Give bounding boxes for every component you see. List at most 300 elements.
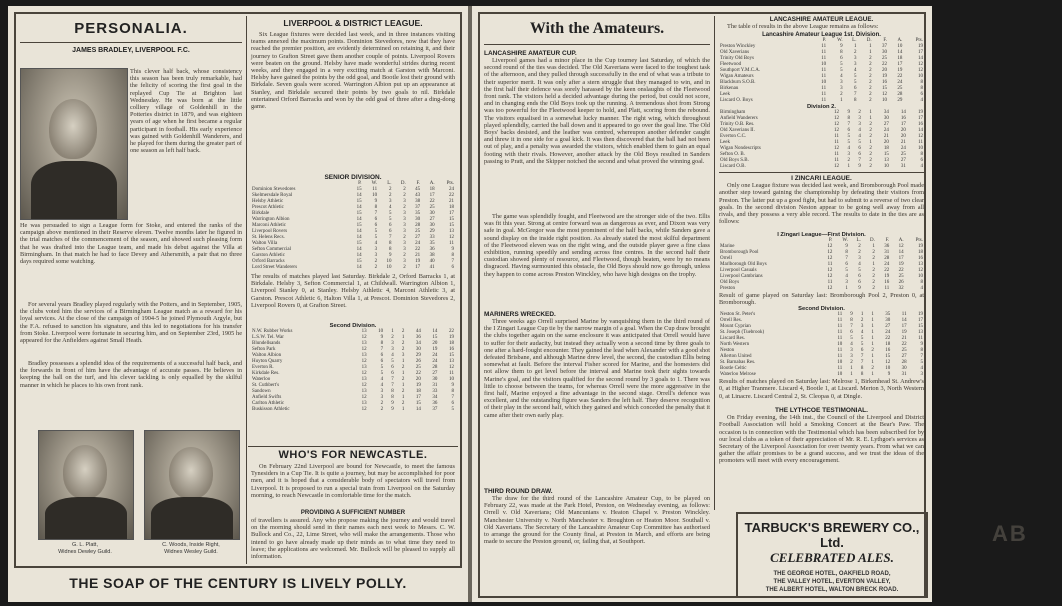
- stat-cell: 2: [872, 268, 875, 274]
- stat-cell: 6: [840, 56, 843, 62]
- stat-cell: 3: [853, 62, 857, 68]
- stat-cell: 6: [858, 146, 861, 152]
- zingari-division-2-results: Results of matches played on Saturday last: Melrose 1, Birkenhead St. Andrew's 0, at Higher Tranmere. Liscard 4, Bootle 1, at Liscard. Merton 3, North Western 0, at Linacre. Liscard Central 2, St. Cleopas 0, at Dingle.: [719, 378, 924, 400]
- stat-cell: 22: [898, 268, 904, 274]
- lal-division-1-table: [719, 38, 924, 104]
- stat-cell: 43: [415, 193, 421, 198]
- stat-cell: 13: [361, 329, 367, 334]
- stat-cell: 9: [847, 110, 850, 116]
- stat-cell: 28: [897, 92, 903, 98]
- table-column-header: A.: [898, 238, 904, 244]
- stat-cell: 24: [897, 80, 903, 86]
- stat-cell: 27: [415, 235, 421, 240]
- stat-cell: 11: [837, 312, 843, 318]
- stat-cell: 14: [918, 128, 923, 134]
- district-league-column: [251, 16, 455, 446]
- mariners-body: Three weeks ago Orrell surprised Marine by vanquishing them in the third round of the I Zingari League Cup tie by the narrow margin of a goal. When the Cup draw brought the clubs together again on the same enclosure it was anticipated that Orrell would have to suffer for their audacity, but instead they actually won a second time by three goals to one after a hard-fought encounter. They gained the lead when Alexander with a good shot defeated Brisbane, and although Marine drew level, the second, the custodian Ellis being somewhat at fault. Before the interval Fisher scored for Marine, and the homesters did not allow them to get level before the interval and Marine took their sights towards Marine's goal, and the visitors qualified for the second round by 3 goals to 1. There was little to choose between the teams, for whereas Orrell were the more aggressive in the first half, Marine enjoyed a fine advantage in the second stage. Orrell's defence was excellent, and the outstanding figure was Sanders the left half. They deserve recognition of their play in the second half, which they gained and which conceded the penalty that it came after their own early play.: [484, 318, 710, 419]
- stat-cell: 12: [361, 395, 367, 400]
- stat-cell: 1: [871, 360, 874, 366]
- stat-cell: 6: [845, 262, 848, 268]
- stat-cell: 12: [881, 92, 887, 98]
- stat-cell: 27: [432, 371, 438, 376]
- stat-cell: 10: [821, 80, 827, 86]
- personalia-body-1: This clever half back, whose consistency this season has been truly remarkable, had the felicity of scoring the first goal in the replayed Cup Tie at Brighton last Wednesday. He was born at the little colliery village of Goldenhill in the Potteries district in 1879, and was eighteen years of age when he first became a regular participant in football. His early experience was gained with Goldenhill Wanderers, and he played for them during the greater part of one season as left half back.: [130, 68, 242, 155]
- stat-cell: 2: [403, 187, 406, 192]
- stat-cell: 27: [901, 354, 907, 360]
- zingari-division-2-heading: Second Division.: [798, 306, 845, 313]
- table-row: [719, 164, 924, 170]
- stat-cell: 6: [858, 274, 861, 280]
- stat-cell: 11: [821, 56, 827, 62]
- stat-cell: 1: [853, 44, 857, 50]
- stat-cell: 12: [834, 164, 840, 170]
- stat-cell: 31: [900, 164, 906, 170]
- stat-cell: 1: [860, 312, 864, 318]
- table-column-header: A.: [429, 181, 435, 186]
- team-name: Kirkdale Res.: [252, 371, 280, 376]
- stat-cell: 12: [834, 146, 840, 152]
- stat-cell: 27: [883, 122, 889, 128]
- stat-cell: 19: [881, 74, 887, 80]
- stat-cell: 2: [869, 158, 872, 164]
- stat-cell: 14: [901, 318, 907, 324]
- stat-cell: 12: [885, 360, 891, 366]
- stat-cell: 5: [389, 217, 392, 222]
- stat-cell: 17: [900, 122, 906, 128]
- stat-cell: 14: [356, 235, 362, 240]
- stat-cell: 1: [850, 372, 853, 378]
- stat-cell: 6: [858, 280, 861, 286]
- stat-cell: 5: [840, 62, 843, 68]
- stat-cell: 6: [847, 128, 850, 134]
- table-column-header: Pts.: [915, 38, 923, 44]
- team-name: Preston Winckley: [720, 44, 756, 50]
- stat-cell: 3: [389, 199, 392, 204]
- stat-cell: 8: [920, 86, 923, 92]
- stat-cell: 13: [918, 330, 923, 336]
- stat-cell: 2: [872, 256, 875, 262]
- stat-cell: 2: [869, 146, 872, 152]
- stat-cell: 41: [429, 265, 435, 270]
- stat-cell: 15: [356, 241, 362, 246]
- stat-cell: 5: [853, 80, 857, 86]
- stat-cell: 13: [361, 389, 367, 394]
- stat-cell: 3: [403, 199, 406, 204]
- team-name: Birmingham: [720, 110, 746, 116]
- stat-cell: 8: [860, 372, 864, 378]
- stat-cell: 34: [432, 395, 438, 400]
- stat-cell: 17: [918, 318, 923, 324]
- stat-cell: 7: [847, 122, 850, 128]
- table-column-header: D.: [400, 181, 406, 186]
- stat-cell: 13: [361, 365, 367, 370]
- team-name: St. Joseph (Tuebrook): [720, 330, 765, 336]
- stat-cell: 27: [429, 217, 435, 222]
- stat-cell: 24: [883, 128, 889, 134]
- newcastle-column: [251, 449, 455, 563]
- watermark: AB: [992, 521, 1028, 546]
- stat-cell: 12: [449, 235, 454, 240]
- stat-cell: 3: [391, 347, 394, 352]
- table-column-header: D.: [866, 38, 872, 44]
- stat-cell: 4: [858, 128, 861, 134]
- stat-cell: 1: [871, 318, 874, 324]
- personalia-body-4: Bradley possesses a splendid idea of the requirements of a successful half back, and the forwards in front of him have the advantage of accurate passes. He believes in keeping the ball on the turf, and his clever tackling is only equalled by the skilful manner in which he places to his own front rank.: [20, 360, 242, 389]
- stat-cell: 19: [897, 68, 903, 74]
- stat-cell: 15: [356, 211, 362, 216]
- newcastle-title: WHO'S FOR NEWCASTLE.: [278, 449, 428, 461]
- stat-cell: 2: [401, 377, 405, 382]
- stat-cell: 2: [858, 244, 861, 250]
- stat-cell: 25: [901, 348, 907, 354]
- stat-cell: 36: [432, 401, 438, 406]
- stat-cell: 7: [374, 211, 378, 216]
- stat-cell: 25: [900, 152, 906, 158]
- stat-cell: 24: [432, 353, 438, 358]
- team-name: Prescot Athletic: [252, 205, 284, 210]
- cup-body: Liverpool games had a minor place in the Cup tourney last Saturday, of which the second round of the ties was decided. The Old Xaverians were faced to the toughest task of the afternoon, and they pulled through successfully in the end of what was a tribute to their superior merit. It was only after a stern struggle that they managed to win, and in the first half their defence was sorely harassed by the keen onslaughts of the Fleetwood front rank. The visitors held a decided advantage during the period, but could not score, and in changing ends the Old Boys took up the running. A tremendous shot from Strong was too powerful for the Fleetwood keeper to hold, and Platt, scoring from the rebound. The visitors equalised in a somewhat lucky manner. The right wing, which throughout played splendidly, carried the ball down and it appeared to go over the goal line. The Old Boys' backs desisted, and the leather was centred, whereupon another defender caught and threw it in one side for a goal kick. It was then discovered that the ball had not been out of play, and a penalty was awarded the visitors, which enabled them to gain an equal footing with their rivals. However, another attack by the Old Boys resulted in Sanders passing to Pratt, and the Skipper notched the second and what proved the winning goal.: [484, 57, 710, 165]
- stat-cell: 4: [860, 330, 864, 336]
- stat-cell: 10: [386, 259, 392, 264]
- stat-cell: 6: [860, 348, 864, 354]
- stat-cell: 37: [881, 44, 887, 50]
- team-name: Lord Street Wanderers: [252, 265, 298, 270]
- stat-cell: 12: [361, 407, 367, 412]
- table-column-header: L.: [856, 238, 861, 244]
- stat-cell: 1: [871, 312, 874, 318]
- table-column-header: P.: [358, 181, 362, 186]
- stat-cell: 6: [451, 265, 454, 270]
- stat-cell: 16: [885, 348, 891, 354]
- stat-cell: 14: [432, 329, 438, 334]
- stat-cell: 2: [871, 348, 874, 354]
- stat-cell: 2: [401, 329, 405, 334]
- stat-cell: 3: [920, 372, 923, 378]
- stat-cell: 29: [415, 353, 421, 358]
- stat-cell: 19: [918, 44, 923, 50]
- stat-cell: 40: [429, 259, 435, 264]
- lal-table-title: Lancashire Amateur League 1st. Division.: [762, 32, 881, 39]
- stat-cell: 19: [415, 383, 421, 388]
- stat-cell: 2: [389, 193, 392, 198]
- stat-cell: 1: [850, 366, 853, 372]
- stat-cell: 9: [920, 342, 923, 348]
- table-column-header: L.: [852, 38, 857, 44]
- stat-cell: 7: [858, 158, 861, 164]
- stat-cell: 1: [871, 342, 874, 348]
- stat-cell: 10: [837, 342, 843, 348]
- stat-cell: 14: [898, 250, 904, 256]
- stat-cell: 24: [900, 146, 906, 152]
- stat-cell: 2: [403, 193, 406, 198]
- stat-cell: 20: [415, 377, 421, 382]
- stat-cell: 9: [451, 383, 454, 388]
- lal-heading: LANCASHIRE AMATEUR LEAGUE.: [769, 16, 874, 23]
- stat-cell: 2: [869, 80, 872, 86]
- stat-cell: 2: [869, 92, 872, 98]
- stat-cell: 13: [449, 229, 454, 234]
- stat-cell: 11: [827, 280, 833, 286]
- senior-division-table: [251, 181, 455, 271]
- stat-cell: 15: [356, 187, 362, 192]
- stat-cell: 11: [834, 140, 840, 146]
- stat-cell: 18: [449, 341, 454, 346]
- stat-cell: 35: [429, 241, 435, 246]
- stat-cell: 15: [881, 86, 887, 92]
- team-name: Sandown: [252, 389, 271, 394]
- stat-cell: 8: [853, 98, 857, 104]
- platt-caption: G. L. Platt, Widnes Dewley Guild.: [58, 542, 112, 555]
- second-division-heading: Second Division.: [329, 323, 377, 329]
- stat-cell: 2: [869, 74, 872, 80]
- stat-cell: 3: [845, 280, 848, 286]
- stat-cell: 8: [389, 247, 392, 252]
- stat-cell: 22: [884, 268, 890, 274]
- stat-cell: 10: [918, 146, 923, 152]
- zingari-body: Only one League fixture was decided last week, and Bromborough Pool made another step toward gaining the championship by defeating their visitors from Preston. The latter put up a good fight, but had to submit to a reverse of two clear goals. In the second division Neston appear to be going well away from all rivals, and they possess a very able record. The results to date in the ties are as follows:: [719, 182, 925, 226]
- stat-cell: 30: [415, 217, 421, 222]
- team-name: Trinity O.B. Res.: [720, 122, 755, 128]
- stat-cell: 14: [356, 229, 362, 234]
- stat-cell: 9: [389, 253, 392, 258]
- stat-cell: 6: [380, 353, 384, 358]
- team-name: Walton Albion: [252, 353, 282, 358]
- stat-cell: 31: [884, 250, 890, 256]
- stat-cell: 9: [391, 401, 394, 406]
- table-column-header: Pts.: [915, 238, 923, 244]
- stat-cell: 2: [853, 50, 857, 56]
- stat-cell: 9: [858, 164, 861, 170]
- stat-cell: 12: [918, 68, 923, 74]
- stat-cell: 7: [920, 354, 923, 360]
- team-name: Carlton Athletic: [252, 401, 285, 406]
- stat-cell: 18: [883, 146, 889, 152]
- stat-cell: 1: [869, 44, 872, 50]
- team-name: Neston: [720, 348, 735, 354]
- amateurs-column: [484, 16, 710, 592]
- stat-cell: 34: [883, 110, 889, 116]
- stat-cell: 6: [391, 371, 394, 376]
- stat-cell: 6: [389, 223, 392, 228]
- stat-cell: 15: [449, 217, 454, 222]
- stat-cell: 2: [872, 274, 875, 280]
- stat-cell: 2: [850, 360, 853, 366]
- stat-cell: 2: [869, 86, 872, 92]
- stat-cell: 1: [872, 262, 875, 268]
- tarbuck-name: TARBUCK'S BREWERY CO., Ltd.: [744, 520, 920, 550]
- stat-cell: 2: [391, 335, 394, 340]
- lively-polly-advert: THE SOAP OF THE CENTURY IS LIVELY POLLY.: [69, 575, 407, 591]
- table-row: [251, 407, 455, 413]
- platt-photo: [38, 430, 134, 540]
- stat-cell: 11: [821, 98, 827, 104]
- stat-cell: 35: [415, 211, 421, 216]
- stat-cell: 36: [429, 247, 435, 252]
- stat-cell: 19: [918, 312, 923, 318]
- stat-cell: 9: [840, 44, 843, 50]
- stat-cell: 13: [449, 359, 454, 364]
- stat-cell: 15: [356, 223, 362, 228]
- stat-cell: 2: [401, 341, 405, 346]
- stat-cell: 8: [451, 389, 454, 394]
- stat-cell: 31: [432, 383, 438, 388]
- stat-cell: 30: [883, 116, 889, 122]
- stat-cell: 11: [821, 86, 827, 92]
- stat-cell: 5: [850, 336, 853, 342]
- stat-cell: 11: [834, 134, 840, 140]
- stat-cell: 3: [853, 56, 857, 62]
- leagues-column: [719, 16, 924, 510]
- stat-cell: 5: [374, 229, 378, 234]
- stat-cell: 13: [883, 158, 889, 164]
- stat-cell: 11: [918, 336, 923, 342]
- stat-cell: 4: [920, 98, 923, 104]
- team-name: Blackburn S.O.B.: [720, 80, 756, 86]
- table-column-header: Pts.: [446, 181, 454, 186]
- stat-cell: 14: [415, 407, 421, 412]
- team-name: Birkenau: [720, 86, 739, 92]
- stat-cell: 3: [391, 341, 394, 346]
- stat-cell: 24: [884, 262, 890, 268]
- stat-cell: 3: [860, 324, 864, 330]
- lal-division-2-heading: Division 2.: [807, 104, 836, 111]
- stat-cell: 21: [883, 134, 889, 140]
- stat-cell: 2: [869, 134, 872, 140]
- stat-cell: 5: [840, 68, 843, 74]
- stat-cell: 16: [884, 280, 890, 286]
- stat-cell: 6: [380, 359, 384, 364]
- table-column-header: D.: [870, 238, 875, 244]
- stat-cell: 20: [432, 341, 438, 346]
- team-name: St. Helens Recs.: [252, 235, 285, 240]
- team-name: Liscard Res.: [720, 336, 745, 342]
- stat-cell: 2: [840, 92, 843, 98]
- stat-cell: 3: [403, 217, 406, 222]
- stat-cell: 11: [372, 187, 378, 192]
- stat-cell: 3: [380, 389, 384, 394]
- stat-cell: 10: [386, 265, 392, 270]
- team-name: Liscard O. Boys: [720, 98, 753, 104]
- stat-cell: 14: [918, 56, 923, 62]
- stat-cell: 12: [834, 128, 840, 134]
- stat-cell: 8: [380, 341, 384, 346]
- stat-cell: 1: [401, 371, 405, 376]
- stat-cell: 20: [883, 140, 889, 146]
- stat-cell: 16: [918, 256, 923, 262]
- stat-cell: 14: [356, 265, 362, 270]
- stat-cell: 10: [897, 44, 903, 50]
- stat-cell: 16: [881, 80, 887, 86]
- stat-cell: 5: [853, 74, 857, 80]
- stat-cell: 3: [403, 241, 406, 246]
- team-name: Old Boys S.B.: [720, 158, 749, 164]
- stat-cell: 2: [401, 347, 405, 352]
- stat-cell: 19: [901, 330, 907, 336]
- stat-cell: 5: [374, 235, 378, 240]
- second-division-table: [251, 329, 455, 413]
- stat-cell: 4: [920, 366, 923, 372]
- stat-cell: 27: [885, 324, 891, 330]
- stat-cell: 25: [429, 205, 435, 210]
- stat-cell: 4: [374, 241, 378, 246]
- stat-cell: 31: [901, 372, 907, 378]
- stat-cell: 8: [920, 280, 923, 286]
- stat-cell: 17: [897, 62, 903, 68]
- stat-cell: 8: [845, 250, 848, 256]
- stat-cell: 2: [403, 205, 406, 210]
- stat-cell: 9: [845, 244, 848, 250]
- team-name: Warrington Albion: [252, 217, 290, 222]
- stat-cell: 2: [872, 286, 875, 292]
- stat-cell: 5: [858, 140, 861, 146]
- stat-cell: 20: [900, 128, 906, 134]
- team-name: Buskisson Athletic: [252, 407, 290, 412]
- stat-cell: 6: [389, 229, 392, 234]
- stat-cell: 17: [429, 193, 435, 198]
- personalia-body-3: For several years Bradley played regularly with the Potters, and in September, 1905, the clubs voted him the services of a Birmingham League match as a reward for his loyal services. At the close of the campaign of 1904-5 he joined Plymouth Argyle, but the F.A. refused to sanction his signature, and this led to negotiations for his transfer from Stoke. Liverpool were fortunate in securing him, and on September 23rd, 1905 he appeared for the Anfielders against Small Heath.: [20, 301, 242, 345]
- stat-cell: 3: [401, 353, 405, 358]
- stat-cell: 6: [920, 158, 923, 164]
- stat-cell: 35: [885, 312, 891, 318]
- stat-cell: 11: [821, 74, 827, 80]
- stat-cell: 28: [884, 256, 890, 262]
- stat-cell: 8: [920, 348, 923, 354]
- stat-cell: 8: [850, 318, 853, 324]
- lal-division-2-table: [719, 110, 924, 170]
- zingari-division-1-table: [719, 238, 924, 292]
- stat-cell: 5: [380, 371, 384, 376]
- stat-cell: 14: [897, 50, 903, 56]
- stat-cell: 18: [449, 205, 454, 210]
- stat-cell: 11: [918, 140, 923, 146]
- amateurs-title: With the Amateurs.: [529, 20, 665, 37]
- stat-cell: 1: [871, 330, 874, 336]
- team-name: Sefton Commercial: [252, 247, 292, 252]
- zingari-table-title: I Zingari League—First Division.: [777, 232, 866, 239]
- stat-cell: 7: [391, 377, 394, 382]
- stat-cell: 15: [449, 223, 454, 228]
- stat-cell: 21: [900, 140, 906, 146]
- stat-cell: 8: [847, 116, 850, 122]
- stat-cell: 14: [356, 217, 362, 222]
- stat-cell: 14: [356, 205, 362, 210]
- stat-cell: 2: [869, 98, 872, 104]
- stat-cell: 18: [429, 187, 435, 192]
- stat-cell: 11: [821, 50, 827, 56]
- stat-cell: 2: [872, 250, 875, 256]
- stat-cell: 11: [884, 286, 890, 292]
- stat-cell: 11: [837, 366, 843, 372]
- stat-cell: 11: [449, 241, 454, 246]
- stat-cell: 22: [449, 193, 454, 198]
- stat-cell: 32: [898, 286, 904, 292]
- stat-cell: 3: [403, 223, 406, 228]
- stat-cell: 29: [897, 98, 903, 104]
- stat-cell: 9: [850, 312, 853, 318]
- stat-cell: 1: [869, 116, 872, 122]
- stat-cell: 4: [920, 164, 923, 170]
- stat-cell: 12: [834, 122, 840, 128]
- stat-cell: 15: [918, 324, 923, 330]
- stat-cell: 13: [361, 341, 367, 346]
- stat-cell: 30: [429, 211, 435, 216]
- stat-cell: 4: [850, 342, 853, 348]
- stat-cell: 27: [900, 158, 906, 164]
- stat-cell: 11: [837, 348, 843, 354]
- stat-cell: 1: [871, 372, 874, 378]
- stat-cell: 7: [389, 235, 392, 240]
- stat-cell: 22: [415, 371, 421, 376]
